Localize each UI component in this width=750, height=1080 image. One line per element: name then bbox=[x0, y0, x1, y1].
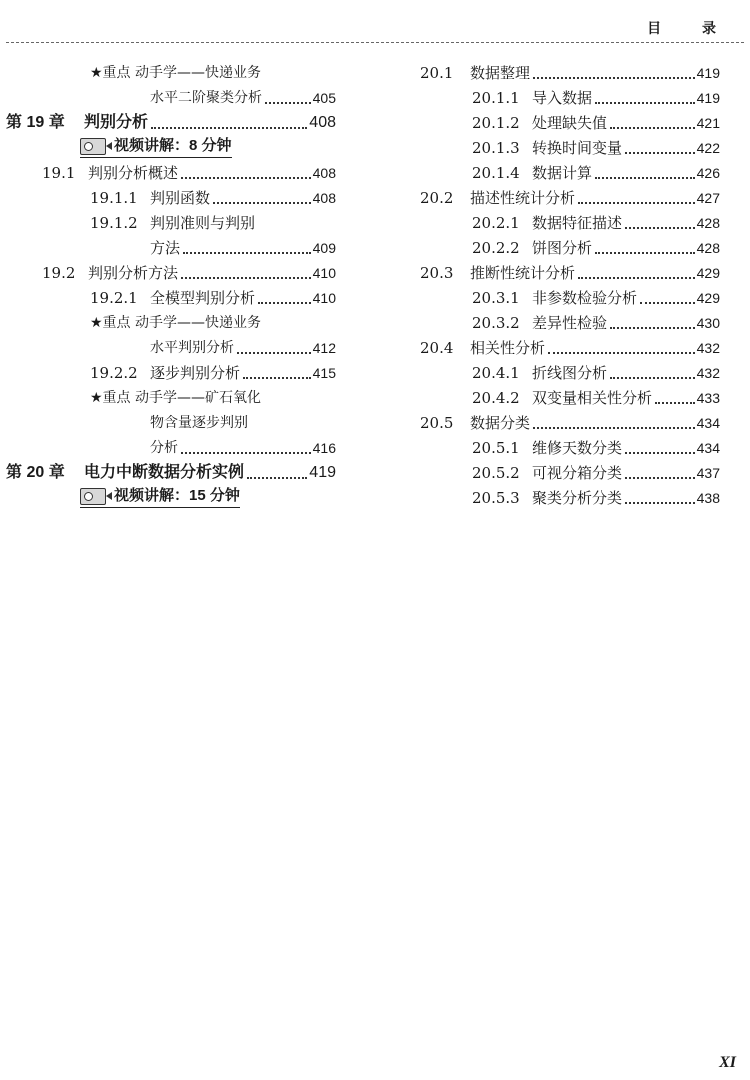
chapter-number: 第 19 章 bbox=[6, 114, 65, 131]
video-lecture-text: 视频讲解：8 分钟 bbox=[114, 137, 232, 154]
leader-dots bbox=[243, 369, 311, 379]
video-camera-icon bbox=[80, 138, 106, 155]
toc-subsection-cont[interactable] bbox=[6, 233, 336, 258]
leader-dots bbox=[595, 169, 695, 179]
page-number-footer: XI bbox=[719, 1054, 736, 1071]
toc-subsection[interactable] bbox=[6, 208, 336, 233]
subsection-title: 差异性检验 bbox=[532, 314, 608, 332]
toc-page-number: 408 bbox=[312, 165, 336, 181]
leader-dots bbox=[655, 394, 695, 404]
video-lecture-19[interactable] bbox=[6, 133, 336, 158]
toc-page-number: 419 bbox=[696, 90, 720, 106]
subsection-title: 判别准则与判别 bbox=[150, 214, 256, 232]
header-title: 目 录 bbox=[647, 21, 734, 37]
leader-dots bbox=[533, 69, 695, 79]
toc-entry-title: 物含量逐步判别 bbox=[150, 415, 248, 431]
toc-page-number: 419 bbox=[696, 65, 720, 81]
toc-chapter-19[interactable] bbox=[6, 108, 336, 133]
section-number: 20.1 bbox=[420, 64, 454, 82]
subsection-title: 非参数检验分析 bbox=[532, 289, 638, 307]
toc-page-number: 428 bbox=[696, 215, 720, 231]
toc-page-number: 419 bbox=[309, 464, 336, 481]
toc-subsection[interactable] bbox=[6, 183, 336, 208]
section-title: 推断性统计分析 bbox=[470, 264, 576, 282]
toc-subsection[interactable] bbox=[6, 358, 336, 383]
leader-dots bbox=[247, 469, 307, 479]
toc-page-number: 422 bbox=[696, 140, 720, 156]
toc-key-example[interactable] bbox=[6, 308, 336, 333]
toc-entry-title: 分析 bbox=[150, 440, 178, 456]
toc-section[interactable] bbox=[420, 408, 720, 433]
leader-dots bbox=[578, 269, 695, 279]
subsection-number: 20.1.2 bbox=[472, 114, 520, 132]
leader-dots bbox=[258, 294, 311, 304]
toc-section[interactable] bbox=[420, 258, 720, 283]
chapter-title: 判别分析 bbox=[84, 114, 149, 131]
toc-subsection[interactable] bbox=[420, 433, 720, 458]
leader-dots bbox=[151, 119, 307, 129]
subsection-title: 双变量相关性分析 bbox=[532, 389, 653, 407]
toc-page-number: 427 bbox=[696, 190, 720, 206]
toc-page-number: 429 bbox=[696, 265, 720, 281]
subsection-title: 可视分箱分类 bbox=[532, 464, 623, 482]
toc-page-number: 416 bbox=[312, 440, 336, 456]
subsection-number: 20.3.2 bbox=[472, 314, 520, 332]
leader-dots bbox=[181, 269, 311, 279]
toc-section[interactable] bbox=[6, 158, 336, 183]
subsection-title: 维修天数分类 bbox=[532, 439, 623, 457]
toc-page-number: 405 bbox=[312, 90, 336, 106]
toc-subsection[interactable] bbox=[6, 283, 336, 308]
toc-page-number: 408 bbox=[309, 114, 336, 131]
toc-page-number: 433 bbox=[696, 390, 720, 406]
toc-section[interactable] bbox=[420, 183, 720, 208]
toc-subsection[interactable] bbox=[420, 458, 720, 483]
video-lecture-text: 视频讲解：15 分钟 bbox=[114, 487, 240, 504]
video-lecture-link[interactable] bbox=[80, 136, 232, 158]
section-number: 19.2 bbox=[42, 264, 76, 282]
leader-dots bbox=[625, 219, 695, 229]
toc-key-example-cont[interactable] bbox=[6, 433, 336, 458]
toc-page-number: 432 bbox=[696, 340, 720, 356]
subsection-number: 19.2.2 bbox=[90, 364, 138, 382]
leader-dots bbox=[548, 344, 695, 354]
subsection-title: 数据特征描述 bbox=[532, 214, 623, 232]
subsection-number: 19.1.2 bbox=[90, 214, 138, 232]
leader-dots bbox=[265, 94, 311, 104]
toc-subsection[interactable] bbox=[420, 283, 720, 308]
toc-subsection[interactable] bbox=[420, 383, 720, 408]
toc-entry-title: 水平二阶聚类分析 bbox=[150, 90, 262, 106]
section-title: 描述性统计分析 bbox=[470, 189, 576, 207]
leader-dots bbox=[181, 444, 311, 454]
video-lecture-link[interactable] bbox=[80, 486, 240, 508]
leader-dots bbox=[595, 244, 695, 254]
toc-entry-title: ★重点 动手学——矿石氧化 bbox=[90, 390, 262, 406]
section-title: 相关性分析 bbox=[470, 339, 546, 357]
leader-dots bbox=[181, 169, 311, 179]
toc-key-example[interactable] bbox=[6, 383, 336, 408]
subsection-title: 饼图分析 bbox=[532, 239, 593, 257]
toc-subsection[interactable] bbox=[420, 158, 720, 183]
toc-page-number: 429 bbox=[696, 290, 720, 306]
section-number: 20.4 bbox=[420, 339, 454, 357]
section-number: 20.5 bbox=[420, 414, 454, 432]
subsection-number: 20.5.2 bbox=[472, 464, 520, 482]
subsection-title: 处理缺失值 bbox=[532, 114, 608, 132]
toc-page-number: 410 bbox=[312, 290, 336, 306]
subsection-title: 导入数据 bbox=[532, 89, 593, 107]
toc-page-number: 426 bbox=[696, 165, 720, 181]
section-title: 数据分类 bbox=[470, 414, 531, 432]
toc-right-column bbox=[420, 58, 720, 508]
toc-subsection[interactable] bbox=[420, 83, 720, 108]
toc-page-number: 434 bbox=[696, 440, 720, 456]
toc-entry-title: 水平判别分析 bbox=[150, 340, 234, 356]
toc-subsection[interactable] bbox=[420, 358, 720, 383]
toc-page-number: 428 bbox=[696, 240, 720, 256]
toc-page-number: 432 bbox=[696, 365, 720, 381]
toc-page-number: 437 bbox=[696, 465, 720, 481]
subsection-number: 20.4.2 bbox=[472, 389, 520, 407]
subsection-title: 判别函数 bbox=[150, 189, 211, 207]
leader-dots bbox=[625, 494, 695, 504]
leader-dots bbox=[625, 469, 695, 479]
section-title: 判别分析方法 bbox=[88, 264, 179, 282]
subsection-title: 折线图分析 bbox=[532, 364, 608, 382]
toc-subsection[interactable] bbox=[420, 133, 720, 158]
chapter-number: 第 20 章 bbox=[6, 464, 65, 481]
section-title: 判别分析概述 bbox=[88, 164, 179, 182]
toc-entry-title: ★重点 动手学——快递业务 bbox=[90, 315, 262, 331]
leader-dots bbox=[625, 144, 695, 154]
toc-section[interactable] bbox=[6, 258, 336, 283]
toc-key-example[interactable] bbox=[6, 58, 336, 83]
subsection-number: 20.1.3 bbox=[472, 139, 520, 157]
subsection-number: 20.4.1 bbox=[472, 364, 520, 382]
subsection-number: 20.3.1 bbox=[472, 289, 520, 307]
subsection-title: 聚类分析分类 bbox=[532, 489, 623, 507]
toc-key-example-cont[interactable] bbox=[6, 408, 336, 433]
chapter-title: 电力中断数据分析实例 bbox=[84, 464, 245, 481]
subsection-number: 20.1.4 bbox=[472, 164, 520, 182]
toc-page-number: 434 bbox=[696, 415, 720, 431]
subsection-title: 数据计算 bbox=[532, 164, 593, 182]
leader-dots bbox=[610, 319, 695, 329]
leader-dots bbox=[610, 119, 695, 129]
toc-subsection[interactable] bbox=[420, 233, 720, 258]
subsection-title: 逐步判别分析 bbox=[150, 364, 241, 382]
video-lecture-20[interactable] bbox=[6, 483, 336, 508]
page-header bbox=[6, 18, 744, 43]
leader-dots bbox=[610, 369, 695, 379]
toc-page-number: 430 bbox=[696, 315, 720, 331]
leader-dots bbox=[533, 419, 695, 429]
subsection-number: 20.5.1 bbox=[472, 439, 520, 457]
leader-dots bbox=[237, 344, 311, 354]
leader-dots bbox=[640, 294, 695, 304]
section-title: 数据整理 bbox=[470, 64, 531, 82]
leader-dots bbox=[595, 94, 695, 104]
subsection-number: 20.2.1 bbox=[472, 214, 520, 232]
subsection-number: 20.5.3 bbox=[472, 489, 520, 507]
leader-dots bbox=[578, 194, 695, 204]
leader-dots bbox=[625, 444, 695, 454]
toc-key-example-cont[interactable] bbox=[6, 333, 336, 358]
toc-left-column bbox=[6, 58, 336, 508]
subsection-number: 19.1.1 bbox=[90, 189, 138, 207]
toc-page-number: 410 bbox=[312, 265, 336, 281]
toc-section[interactable] bbox=[420, 333, 720, 358]
toc-page-number: 408 bbox=[312, 190, 336, 206]
subsection-title: 全模型判别分析 bbox=[150, 289, 256, 307]
leader-dots bbox=[213, 194, 311, 204]
toc-subsection[interactable] bbox=[420, 208, 720, 233]
toc-page-number: 415 bbox=[312, 365, 336, 381]
subsection-title-cont: 方法 bbox=[150, 239, 181, 257]
toc-subsection[interactable] bbox=[420, 308, 720, 333]
leader-dots bbox=[183, 244, 311, 254]
toc-subsection[interactable] bbox=[420, 108, 720, 133]
toc-page-number: 409 bbox=[312, 240, 336, 256]
toc-entry-title: ★重点 动手学——快递业务 bbox=[90, 65, 262, 81]
subsection-number: 19.2.1 bbox=[90, 289, 138, 307]
section-number: 20.3 bbox=[420, 264, 454, 282]
toc-page-number: 438 bbox=[696, 490, 720, 506]
toc-page-number: 412 bbox=[312, 340, 336, 356]
subsection-number: 20.2.2 bbox=[472, 239, 520, 257]
section-number: 20.2 bbox=[420, 189, 454, 207]
toc-page-number: 421 bbox=[696, 115, 720, 131]
subsection-title: 转换时间变量 bbox=[532, 139, 623, 157]
toc-chapter-20[interactable] bbox=[6, 458, 336, 483]
subsection-number: 20.1.1 bbox=[472, 89, 520, 107]
video-camera-icon bbox=[80, 488, 106, 505]
toc-subsection[interactable] bbox=[420, 483, 720, 508]
section-number: 19.1 bbox=[42, 164, 76, 182]
toc-key-example-cont[interactable] bbox=[6, 83, 336, 108]
toc-section[interactable] bbox=[420, 58, 720, 83]
